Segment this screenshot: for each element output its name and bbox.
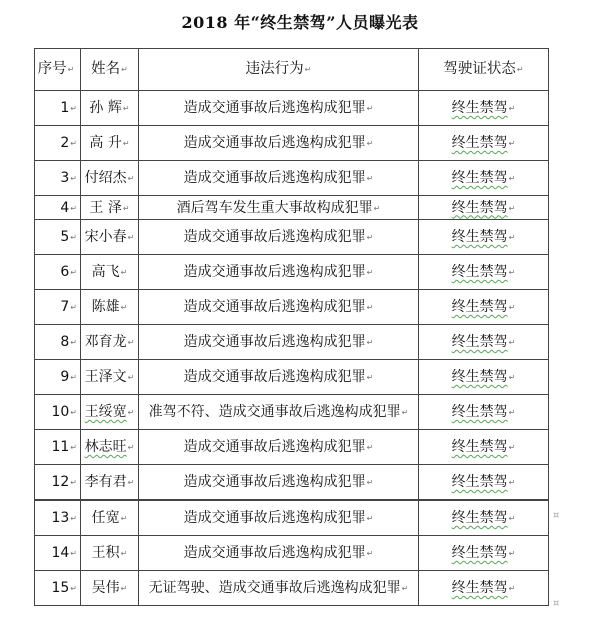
table-header-row [35, 49, 549, 91]
row-status: 终生禁驾↵ [419, 465, 549, 500]
table-row [35, 395, 549, 430]
row-name: 李有君↵ [81, 465, 139, 500]
row-name: 王绥宽↵ [81, 395, 139, 430]
row-status: 终生禁驾↵ [419, 126, 549, 161]
row-name: 邓育龙↵ [81, 325, 139, 360]
row-violation: 无证驾驶、造成交通事故后逃逸构成犯罪↵ [139, 571, 419, 606]
row-no: 14↵ [35, 536, 81, 571]
row-no: 9↵ [35, 360, 81, 395]
table-row [35, 126, 549, 161]
row-violation: 造成交通事故后逃逸构成犯罪↵ [139, 255, 419, 290]
row-no: 10↵ [35, 395, 81, 430]
row-status: 终生禁驾↵ [419, 220, 549, 255]
row-name: 林志旺↵ [81, 430, 139, 465]
header-violation: 违法行为↵ [139, 49, 419, 91]
row-no: 4↵ [35, 196, 81, 220]
row-violation: 造成交通事故后逃逸构成犯罪↵ [139, 325, 419, 360]
row-status: 终生禁驾↵ [419, 325, 549, 360]
row-status: 终生禁驾↵ [419, 500, 549, 536]
row-name: 高飞↵ [81, 255, 139, 290]
row-no: 13↵ [35, 500, 81, 536]
row-name: 王积↵ [81, 536, 139, 571]
table-row [35, 325, 549, 360]
row-status: 终生禁驾↵ [419, 395, 549, 430]
row-no: 11↵ [35, 430, 81, 465]
table-row [35, 500, 549, 536]
row-violation: 造成交通事故后逃逸构成犯罪↵ [139, 161, 419, 196]
row-violation: 造成交通事故后逃逸构成犯罪↵ [139, 536, 419, 571]
row-name: 付绍杰↵ [81, 161, 139, 196]
row-name: 吴伟↵ [81, 571, 139, 606]
table-row [35, 196, 549, 220]
row-no: 2↵ [35, 126, 81, 161]
table-row [35, 571, 549, 606]
row-violation: 造成交通事故后逃逸构成犯罪↵ [139, 465, 419, 500]
row-violation: 造成交通事故后逃逸构成犯罪↵ [139, 126, 419, 161]
row-violation: 酒后驾车发生重大事故构成犯罪↵ [139, 196, 419, 220]
page-title: 2018 年“终生禁驾”人员曝光表 [181, 13, 419, 32]
row-violation: 造成交通事故后逃逸构成犯罪↵ [139, 430, 419, 465]
row-name: 陈雄↵ [81, 290, 139, 325]
table-row [35, 360, 549, 395]
table-row [35, 430, 549, 465]
table-row [35, 465, 549, 500]
row-status: 终生禁驾↵ [419, 161, 549, 196]
row-status: 终生禁驾↵ [419, 571, 549, 606]
row-no: 1↵ [35, 91, 81, 126]
row-violation: 造成交通事故后逃逸构成犯罪↵ [139, 91, 419, 126]
row-status: 终生禁驾↵ [419, 196, 549, 220]
header-status: 驾驶证状态↵ [419, 49, 549, 91]
row-no: 5↵ [35, 220, 81, 255]
row-no: 15↵ [35, 571, 81, 606]
table-row [35, 91, 549, 126]
row-name: 王泽文↵ [81, 360, 139, 395]
table-row [35, 161, 549, 196]
row-no: 7↵ [35, 290, 81, 325]
row-name: 任宽↵ [81, 500, 139, 536]
row-name: 宋小春↵ [81, 220, 139, 255]
header-name: 姓名↵ [81, 49, 139, 91]
row-status: 终生禁驾↵ [419, 360, 549, 395]
cell-end-mark: ¤ [553, 598, 560, 609]
header-no: 序号↵ [35, 49, 81, 91]
row-name: 高 升↵ [81, 126, 139, 161]
row-violation: 造成交通事故后逃逸构成犯罪↵ [139, 290, 419, 325]
row-violation: 造成交通事故后逃逸构成犯罪↵ [139, 220, 419, 255]
row-no: 12↵ [35, 465, 81, 500]
row-violation: 准驾不符、造成交通事故后逃逸构成犯罪↵ [139, 395, 419, 430]
row-status: 终生禁驾↵ [419, 536, 549, 571]
row-no: 3↵ [35, 161, 81, 196]
cell-end-mark: ¤ [553, 510, 560, 521]
row-no: 8↵ [35, 325, 81, 360]
row-no: 6↵ [35, 255, 81, 290]
row-violation: 造成交通事故后逃逸构成犯罪↵ [139, 360, 419, 395]
table-row [35, 290, 549, 325]
exposure-table [34, 48, 549, 606]
row-status: 终生禁驾↵ [419, 91, 549, 126]
row-name: 王 泽↵ [81, 196, 139, 220]
row-name: 孙 辉↵ [81, 91, 139, 126]
row-status: 终生禁驾↵ [419, 290, 549, 325]
table-row [35, 220, 549, 255]
row-status: 终生禁驾↵ [419, 430, 549, 465]
row-status: 终生禁驾↵ [419, 255, 549, 290]
table-row [35, 536, 549, 571]
table-row [35, 255, 549, 290]
row-violation: 造成交通事故后逃逸构成犯罪↵ [139, 500, 419, 536]
